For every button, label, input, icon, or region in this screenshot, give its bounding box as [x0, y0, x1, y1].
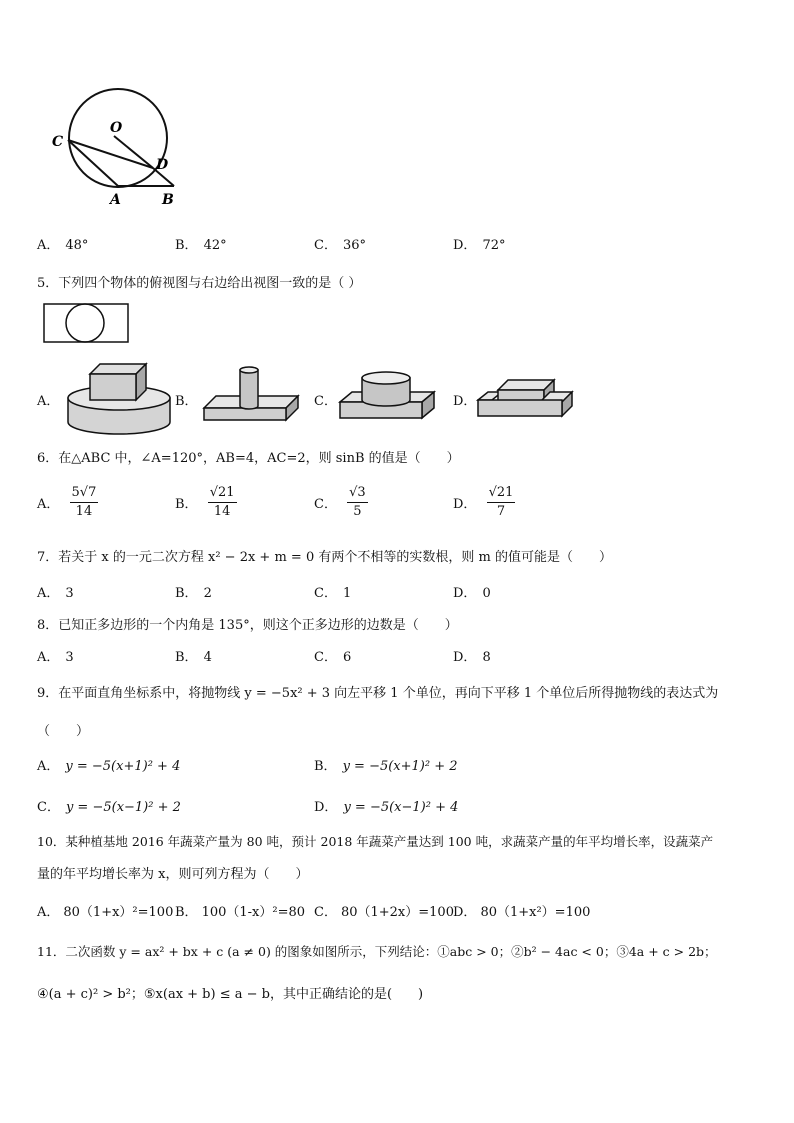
q4-option-b: B． 42°	[175, 238, 227, 253]
q10-option-b: B． 100（1-x）²=80	[175, 905, 306, 920]
q7-option-a: A． 3	[37, 586, 74, 601]
solid-figure-b	[200, 362, 304, 432]
q10-option-a: A． 80（1+x）²=100	[37, 905, 174, 920]
solid-figure-c	[338, 368, 438, 428]
q10-option-c: C． 80（1+2x）=100	[314, 905, 454, 920]
q11-line1: 11．二次函数 y = ax² + bx + c (a ≠ 0) 的图象如图所示，下列结论：①abc > 0；②b² − 4ac < 0；③4a + c > 2b；	[37, 944, 717, 959]
q9-option-d: D． y = −5(x−1)² + 4	[314, 800, 459, 815]
q9-paren: （ ）	[37, 724, 90, 739]
q8-option-d: D． 8	[453, 650, 491, 665]
q9-option-b: B． y = −5(x+1)² + 2	[314, 759, 458, 774]
top-view-figure	[42, 302, 132, 346]
q9-option-c: C． y = −5(x−1)² + 2	[37, 800, 181, 815]
q6-option-d: D． $\frac{√21}{7}$	[453, 485, 514, 519]
q5-option-c-letter: C．	[314, 394, 337, 409]
label-O: O	[110, 120, 123, 136]
q7-option-c: C． 1	[314, 586, 352, 601]
label-D: D	[156, 157, 169, 173]
q4-option-c: C． 36°	[314, 238, 366, 253]
label-B: B	[162, 192, 174, 208]
q5-option-b-letter: B．	[175, 394, 198, 409]
q5-stem: 5．下列四个物体的俯视图与右边给出视图一致的是（ ）	[37, 276, 362, 291]
q7-stem: 7．若关于 x 的一元二次方程 x² − 2x + m = 0 有两个不相等的实数根，则 m 的值可能是（ ）	[37, 550, 612, 565]
q11-line2: ④(a + c)² > b²；⑤x(ax + b) ≤ a − b，其中正确结论的是( )	[37, 987, 424, 1002]
q6-option-a: A． $\frac{5√7}{14}$	[37, 485, 97, 519]
q7-option-b: B． 2	[175, 586, 212, 601]
q8-option-a: A． 3	[37, 650, 74, 665]
q8-stem: 8．已知正多边形的一个内角是 135°，则这个正多边形的边数是（ ）	[37, 618, 458, 633]
q10-line1: 10．某种植基地 2016 年蔬菜产量为 80 吨，预计 2018 年蔬菜产量达到 100 吨，求蔬菜产量的年平均增长率，设蔬菜产	[37, 834, 714, 849]
q5-option-a-letter: A．	[37, 394, 60, 409]
q7-option-d: D． 0	[453, 586, 491, 601]
solid-figure-d	[476, 376, 576, 426]
q6-stem: 6．在△ABC 中，∠A=120°，AB=4，AC=2，则 sinB 的值是（ ）	[37, 451, 460, 466]
label-C: C	[52, 134, 64, 150]
q4-option-d: D． 72°	[453, 238, 506, 253]
q10-option-d: D． 80（1+x²）=100	[453, 905, 591, 920]
q5-option-d-letter: D．	[453, 394, 477, 409]
q8-option-b: B． 4	[175, 650, 212, 665]
circle-geometry-figure	[40, 80, 200, 210]
q8-option-c: C． 6	[314, 650, 352, 665]
q6-option-b: B． $\frac{√21}{14}$	[175, 485, 235, 519]
label-A: A	[110, 192, 121, 208]
q4-option-a: A． 48°	[37, 238, 89, 253]
q9-option-a: A． y = −5(x+1)² + 4	[37, 759, 181, 774]
solid-figure-a	[64, 360, 174, 440]
q6-option-c: C． $\frac{√3}{5}$	[314, 485, 366, 519]
q10-line2: 量的年平均增长率为 x，则可列方程为（ ）	[37, 867, 309, 882]
q9-stem: 9．在平面直角坐标系中，将抛物线 y = −5x² + 3 向左平移 1 个单位，再向下平移 1 个单位后所得抛物线的表达式为	[37, 686, 719, 701]
